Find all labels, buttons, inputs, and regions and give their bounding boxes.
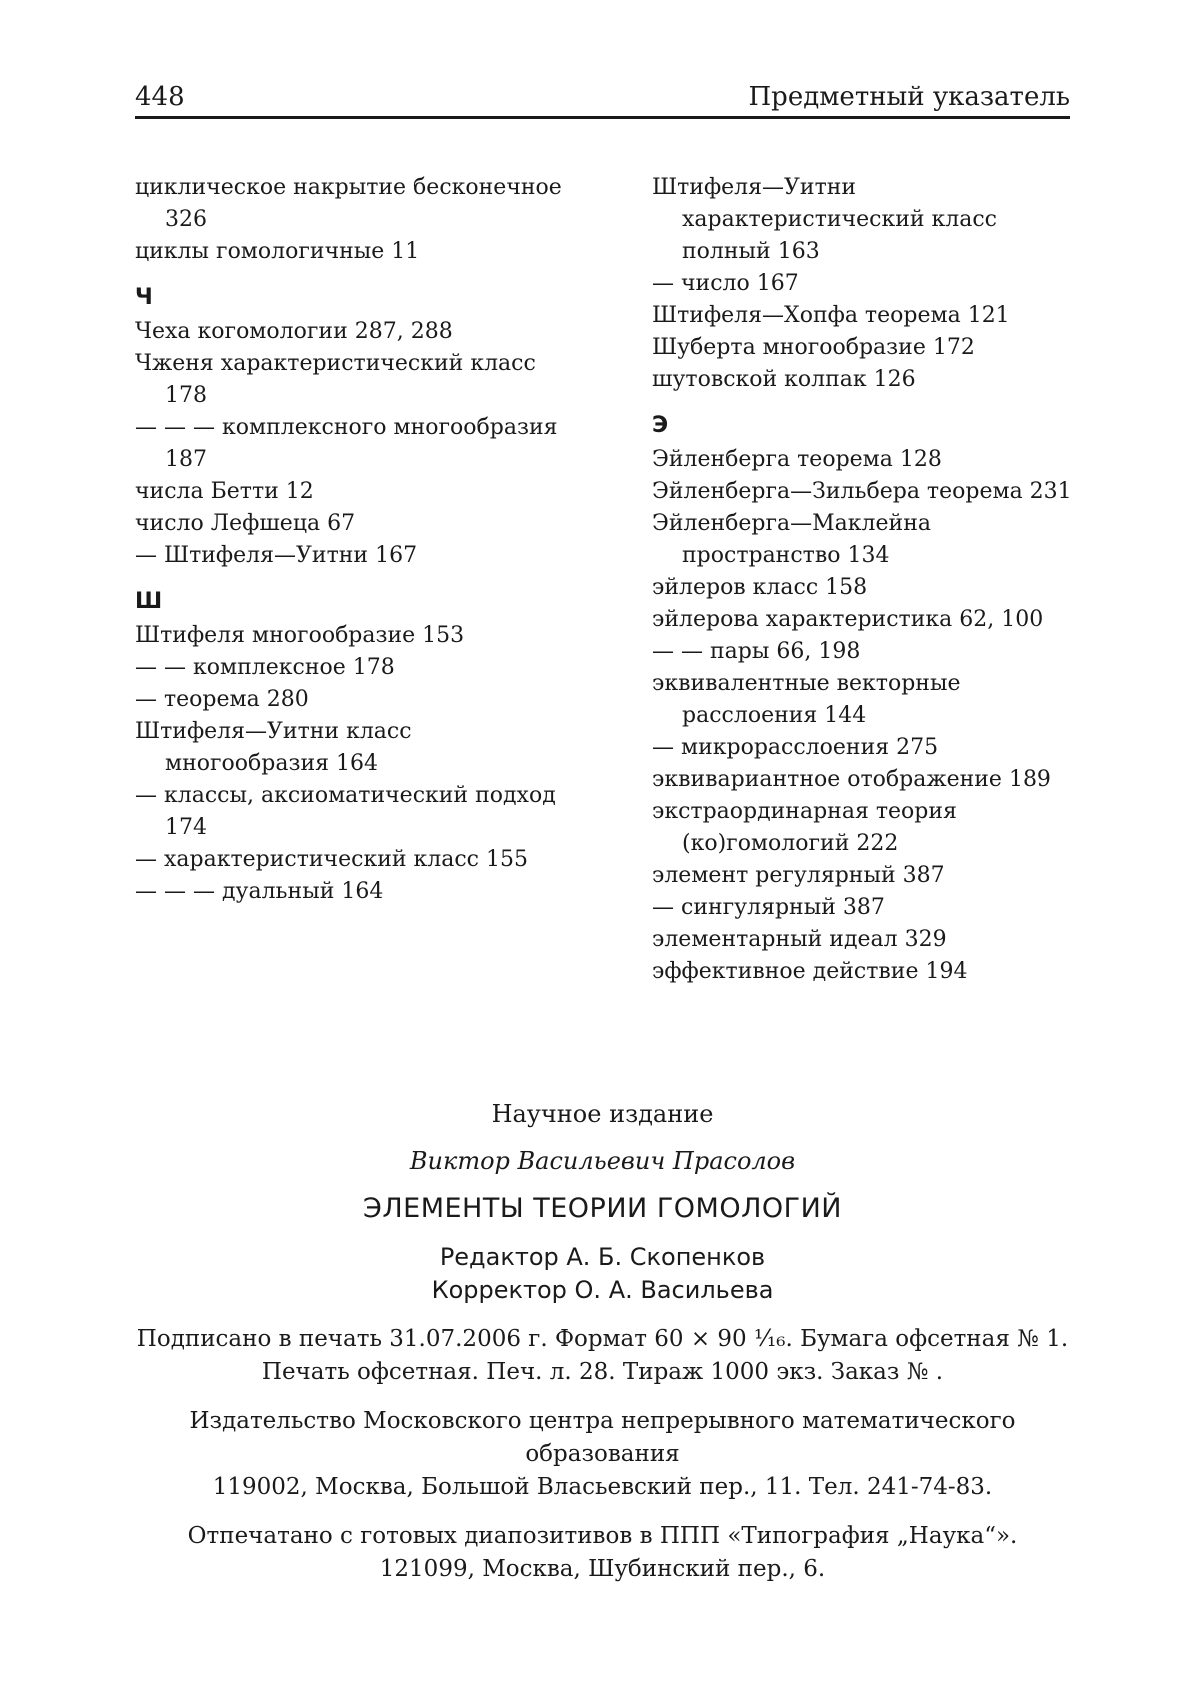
corrector-line: Корректор О. А. Васильева bbox=[135, 1274, 1070, 1307]
printer-address: 121099, Москва, Шубинский пер., 6. bbox=[135, 1553, 1070, 1586]
index-entry: Чеха когомологии 287, 288 bbox=[135, 316, 565, 348]
index-entry: Штифеля—Уитни характеристический класс полный 163 bbox=[652, 172, 1082, 268]
index-entry: — число 167 bbox=[652, 268, 1082, 300]
print-details-line: Печать офсетная. Печ. л. 28. Тираж 1000 экз. Заказ № . bbox=[135, 1356, 1070, 1389]
index-entry: элементарный идеал 329 bbox=[652, 924, 1082, 956]
index-entry: — классы, аксиоматический подход 174 bbox=[135, 780, 565, 844]
editor-line: Редактор А. Б. Скопенков bbox=[135, 1241, 1070, 1274]
index-entry: Чженя характеристический класс 178 bbox=[135, 348, 565, 412]
publisher-line: Издательство Московского центра непрерывного математического образования bbox=[135, 1405, 1070, 1471]
index-entry: — теорема 280 bbox=[135, 684, 565, 716]
printer-line: Отпечатано с готовых диапозитивов в ППП «Типография „Наука“». bbox=[135, 1520, 1070, 1553]
author-name: Виктор Васильевич Прасолов bbox=[135, 1145, 1070, 1178]
print-details-line: Подписано в печать 31.07.2006 г. Формат 60 × 90 ¹⁄₁₆. Бумага офсетная № 1. bbox=[135, 1323, 1070, 1356]
index-entry: числа Бетти 12 bbox=[135, 476, 565, 508]
index-entry: — — комплексное 178 bbox=[135, 652, 565, 684]
section-letter-ch: Ч bbox=[135, 284, 565, 312]
index-entry: эйлеров класс 158 bbox=[652, 572, 1082, 604]
page-header bbox=[135, 72, 1070, 119]
index-entry: эквивалентные векторные расслоения 144 bbox=[652, 668, 1082, 732]
index-entry: Штифеля—Хопфа теорема 121 bbox=[652, 300, 1082, 332]
page-number: 448 bbox=[135, 82, 185, 112]
book-title: ЭЛЕМЕНТЫ ТЕОРИИ ГОМОЛОГИЙ bbox=[135, 1192, 1070, 1225]
index-entry: экстраординарная теория (ко)гомологий 222 bbox=[652, 796, 1082, 860]
running-title: Предметный указатель bbox=[749, 82, 1071, 112]
index-column-left bbox=[135, 172, 565, 908]
index-entry: Штифеля—Уитни класс многообразия 164 bbox=[135, 716, 565, 780]
index-entry: — микрорасслоения 275 bbox=[652, 732, 1082, 764]
index-entry: — сингулярный 387 bbox=[652, 892, 1082, 924]
index-entry: — Штифеля—Уитни 167 bbox=[135, 540, 565, 572]
index-entry: эквивариантное отображение 189 bbox=[652, 764, 1082, 796]
index-entry: циклическое накрытие бесконечное 326 bbox=[135, 172, 565, 236]
publication-genre: Научное издание bbox=[135, 1098, 1070, 1131]
index-entry: — — пары 66, 198 bbox=[652, 636, 1082, 668]
index-entry: — характеристический класс 155 bbox=[135, 844, 565, 876]
publisher-address: 119002, Москва, Большой Власьевский пер., 11. Тел. 241-74-83. bbox=[135, 1471, 1070, 1504]
index-entry: циклы гомологичные 11 bbox=[135, 236, 565, 268]
index-entry: — — — дуальный 164 bbox=[135, 876, 565, 908]
index-entry: шутовской колпак 126 bbox=[652, 364, 1082, 396]
index-entry: Штифеля многообразие 153 bbox=[135, 620, 565, 652]
colophon bbox=[135, 1098, 1070, 1586]
index-entry: Шуберта многообразие 172 bbox=[652, 332, 1082, 364]
index-entry: — — — комплексного многообразия 187 bbox=[135, 412, 565, 476]
section-letter-e: Э bbox=[652, 412, 1082, 440]
index-entry: элемент регулярный 387 bbox=[652, 860, 1082, 892]
section-letter-sh: Ш bbox=[135, 588, 565, 616]
index-entry: Эйленберга теорема 128 bbox=[652, 444, 1082, 476]
index-entry: эйлерова характеристика 62, 100 bbox=[652, 604, 1082, 636]
index-entry: Эйленберга—Маклейна пространство 134 bbox=[652, 508, 1082, 572]
index-column-right bbox=[652, 172, 1082, 988]
index-entry: Эйленберга—Зильбера теорема 231 bbox=[652, 476, 1082, 508]
index-entry: число Лефшеца 67 bbox=[135, 508, 565, 540]
index-entry: эффективное действие 194 bbox=[652, 956, 1082, 988]
